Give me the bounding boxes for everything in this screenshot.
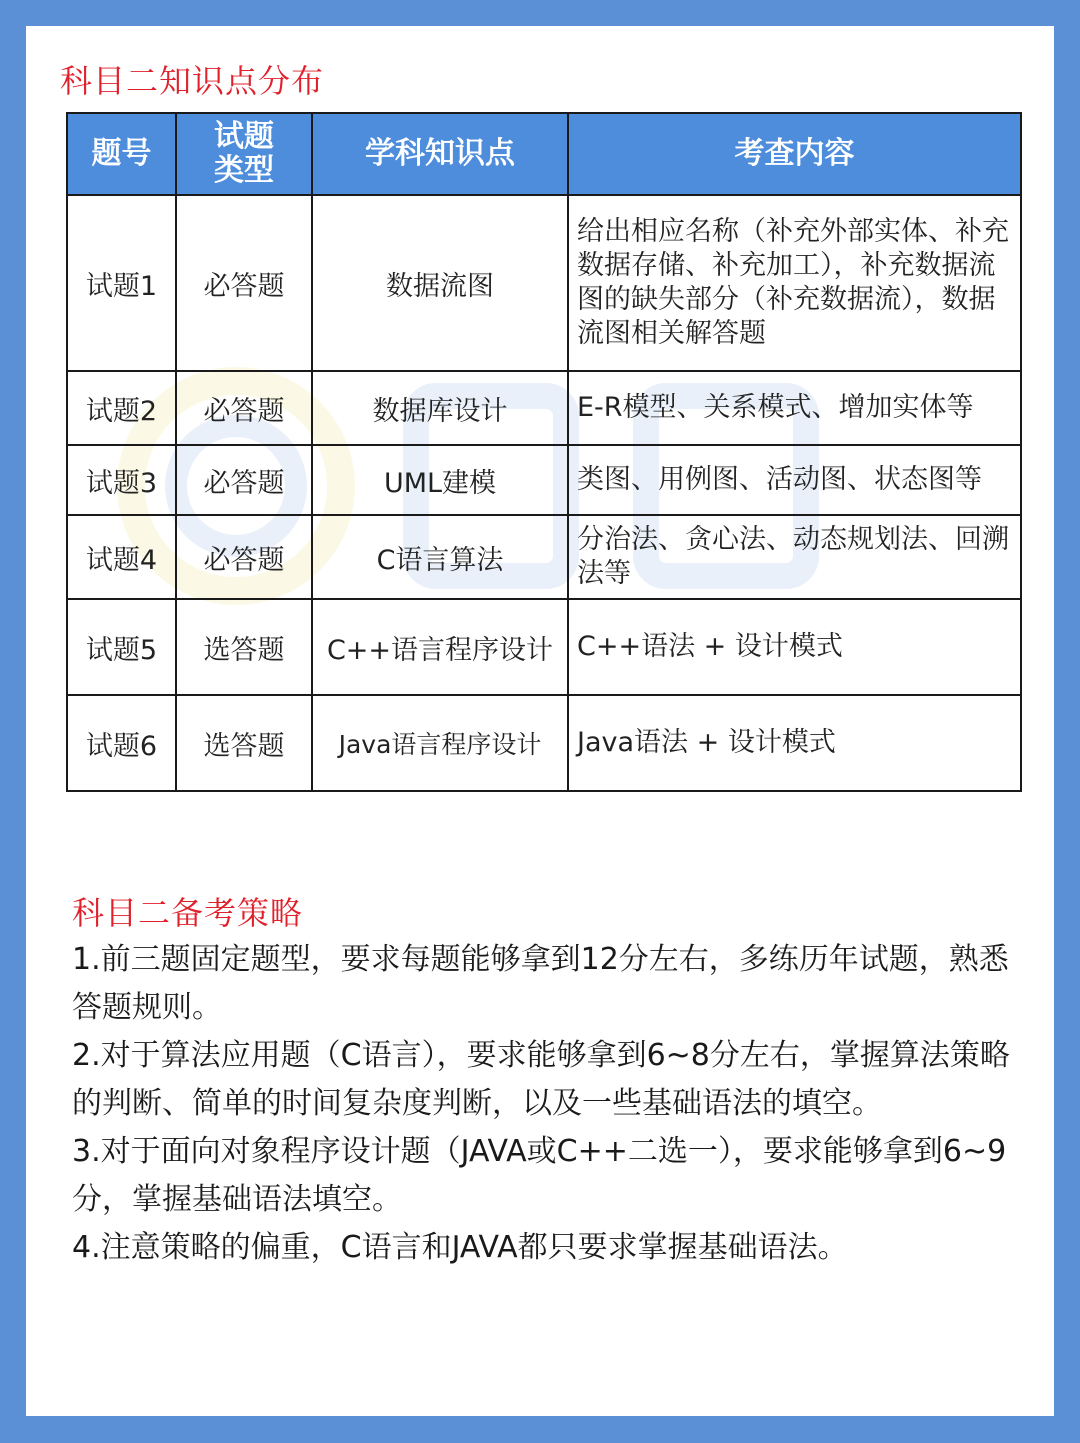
cell-content: C++语法 + 设计模式 (568, 599, 1021, 695)
header-number: 题号 (67, 113, 176, 195)
table-row (67, 371, 1021, 445)
cell-topic: C语言算法 (312, 515, 568, 599)
table-row (67, 515, 1021, 599)
knowledge-table (66, 112, 1022, 792)
table-row (67, 445, 1021, 515)
header-topic: 学科知识点 (312, 113, 568, 195)
strategy-item: 1.前三题固定题型，要求每题能够拿到12分左右，多练历年试题，熟悉答题规则。 (72, 942, 1009, 1025)
cell-content: 类图、用例图、活动图、状态图等 (568, 445, 1021, 515)
section-title-distribution: 科目二知识点分布 (60, 62, 325, 100)
table-row (67, 695, 1021, 791)
table-header-row (67, 113, 1021, 195)
cell-number: 试题3 (67, 445, 176, 515)
table-row (67, 599, 1021, 695)
cell-type: 必答题 (176, 371, 312, 445)
cell-type: 必答题 (176, 445, 312, 515)
strategy-list (72, 936, 1022, 1272)
content-card (26, 26, 1054, 1416)
cell-topic: C++语言程序设计 (312, 599, 568, 695)
strategy-item: 2.对于算法应用题（C语言），要求能够拿到6~8分左右，掌握算法策略的判断、简单的时间复杂度判断，以及一些基础语法的填空。 (72, 1038, 1010, 1121)
header-type: 试题 类型 (176, 113, 312, 195)
cell-topic: Java语言程序设计 (312, 695, 568, 791)
strategy-item: 3.对于面向对象程序设计题（JAVA或C++二选一），要求能够拿到6~9分，掌握基础语法填空。 (72, 1134, 1007, 1217)
cell-topic: 数据流图 (312, 195, 568, 371)
cell-content: Java语法 + 设计模式 (568, 695, 1021, 791)
cell-type: 选答题 (176, 695, 312, 791)
cell-content: 给出相应名称（补充外部实体、补充数据存储、补充加工），补充数据流图的缺失部分（补充数据流），数据流图相关解答题 (568, 195, 1021, 371)
table-row (67, 195, 1021, 371)
cell-number: 试题1 (67, 195, 176, 371)
cell-content: 分治法、贪心法、动态规划法、回溯法等 (568, 515, 1021, 599)
header-content: 考查内容 (568, 113, 1021, 195)
cell-content: E-R模型、关系模式、增加实体等 (568, 371, 1021, 445)
cell-type: 选答题 (176, 599, 312, 695)
cell-topic: 数据库设计 (312, 371, 568, 445)
cell-topic: UML建模 (312, 445, 568, 515)
strategy-item: 4.注意策略的偏重，C语言和JAVA都只要求掌握基础语法。 (72, 1230, 848, 1265)
cell-number: 试题4 (67, 515, 176, 599)
cell-number: 试题6 (67, 695, 176, 791)
cell-type: 必答题 (176, 515, 312, 599)
section-title-strategy: 科目二备考策略 (72, 894, 304, 932)
cell-type: 必答题 (176, 195, 312, 371)
cell-number: 试题2 (67, 371, 176, 445)
cell-number: 试题5 (67, 599, 176, 695)
